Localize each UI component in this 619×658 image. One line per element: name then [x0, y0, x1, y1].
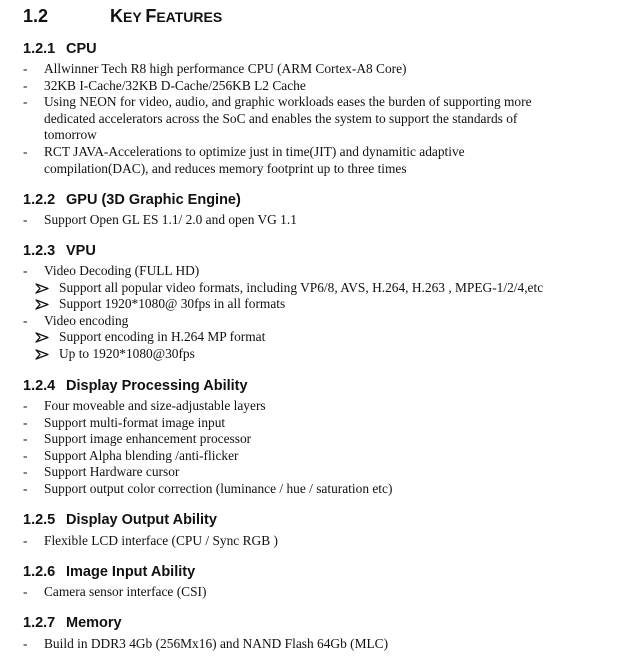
list-item: - Support Open GL ES 1.1/ 2.0 and open VG 1.1 — [23, 212, 297, 227]
cpu-feature-list — [23, 61, 613, 177]
list-item: - Build in DDR3 4Gb (256Mx16) and NAND Flash 64Gb (MLC) — [23, 636, 389, 651]
list-item: - Support Hardware cursor — [23, 464, 180, 480]
list-item: - 32KB I-Cache/32KB D-Cache/256KB L2 Cache — [23, 77, 306, 93]
display-processing-feature-list — [23, 398, 613, 498]
subsection-heading-display-output: 1.2.5 Display Output Ability — [23, 512, 217, 528]
sub-list-item: Support encoding in H.264 MP format — [23, 329, 613, 346]
section-number: 1.2 — [23, 6, 49, 26]
list-item: - Video Decoding (FULL HD) — [23, 263, 200, 278]
list-item: - Support output color correction (luminance / hue / saturation etc) — [23, 480, 393, 496]
sub-list-item: Up to 1920*1080@30fps — [23, 346, 613, 363]
sub-list-item: Support 1920*1080@ 30fps in all formats — [23, 296, 613, 313]
arrow-bullet-icon — [35, 332, 49, 343]
arrow-bullet-icon — [35, 283, 49, 294]
list-item: - Video encoding — [23, 312, 129, 328]
arrow-bullet-icon — [35, 299, 49, 310]
gpu-feature-list — [23, 212, 613, 229]
section-heading-key-features: 1.2 KEY FEATURES — [23, 6, 223, 26]
memory-feature-list — [23, 636, 613, 653]
subsection-heading-cpu: 1.2.1 CPU — [23, 41, 97, 57]
display-output-feature-list — [23, 533, 613, 550]
list-item: - Support image enhancement processor — [23, 431, 252, 447]
image-input-feature-list — [23, 584, 613, 601]
subsection-heading-memory: 1.2.7 Memory — [23, 615, 122, 631]
subsection-heading-vpu: 1.2.3 VPU — [23, 243, 96, 259]
list-item: - Support multi-format image input — [23, 414, 226, 430]
subsection-heading-gpu: 1.2.2 GPU (3D Graphic Engine) — [23, 192, 241, 208]
subsection-heading-display-processing: 1.2.4 Display Processing Ability — [23, 378, 248, 394]
list-item: - Camera sensor interface (CSI) — [23, 584, 207, 599]
list-item: - Support Alpha blending /anti-flicker — [23, 447, 239, 463]
sub-list-item: Support all popular video formats, including VP6/8, AVS, H.264, H.263 , MPEG-1/2/4,etc — [23, 280, 613, 297]
subsection-heading-image-input: 1.2.6 Image Input Ability — [23, 564, 196, 580]
list-item: - Allwinner Tech R8 high performance CPU (ARM Cortex-A8 Core) — [23, 61, 407, 76]
list-item: - Using NEON for video, audio, and graphic workloads eases the burden of supporting more dedicated accelerators across the SoC and enables the system to support the standards of tomorrow — [23, 94, 532, 143]
vpu-feature-list — [23, 263, 613, 363]
list-item: - RCT JAVA-Accelerations to optimize just in time(JIT) and dynamitic adaptive compilation(DAC), and reduces memory footprint up to three times — [23, 143, 465, 176]
arrow-bullet-icon — [35, 349, 49, 360]
list-item: - Flexible LCD interface (CPU / Sync RGB ) — [23, 533, 278, 548]
list-item: - Four moveable and size-adjustable layers — [23, 398, 266, 413]
